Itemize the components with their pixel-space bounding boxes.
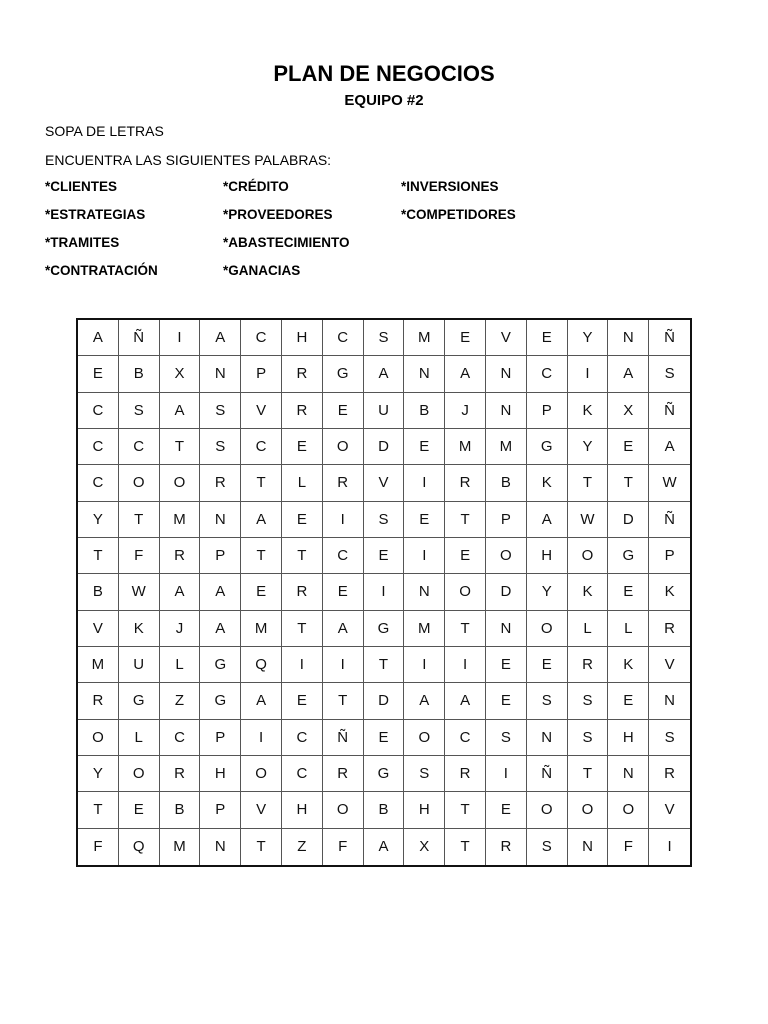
grid-cell: I <box>241 720 282 756</box>
grid-cell: H <box>282 792 323 828</box>
grid-cell: R <box>445 465 486 501</box>
grid-cell: M <box>160 502 201 538</box>
grid-cell: M <box>404 320 445 356</box>
grid-cell: Q <box>241 647 282 683</box>
word-list-item: *INVERSIONES <box>401 179 499 194</box>
grid-cell: N <box>200 829 241 865</box>
grid-cell: G <box>200 683 241 719</box>
grid-cell: T <box>364 647 405 683</box>
grid-cell: O <box>568 538 609 574</box>
grid-cell: C <box>282 756 323 792</box>
grid-cell: L <box>119 720 160 756</box>
grid-cell: E <box>404 429 445 465</box>
grid-cell: D <box>364 683 405 719</box>
grid-cell: K <box>568 574 609 610</box>
grid-cell: G <box>527 429 568 465</box>
grid-cell: L <box>568 611 609 647</box>
grid-cell: O <box>527 611 568 647</box>
grid-cell: N <box>200 502 241 538</box>
grid-cell: T <box>608 465 649 501</box>
grid-cell: P <box>200 538 241 574</box>
grid-cell: X <box>160 356 201 392</box>
instructions: ENCUENTRA LAS SIGUIENTES PALABRAS: <box>45 152 332 168</box>
grid-cell: W <box>119 574 160 610</box>
grid-cell: Z <box>160 683 201 719</box>
grid-cell: I <box>404 465 445 501</box>
grid-cell: E <box>323 574 364 610</box>
grid-cell: I <box>404 647 445 683</box>
grid-cell: C <box>119 429 160 465</box>
word-list-item: *GANACIAS <box>223 263 301 278</box>
grid-cell: K <box>608 647 649 683</box>
grid-cell: O <box>445 574 486 610</box>
grid-cell: H <box>527 538 568 574</box>
grid-cell: C <box>241 320 282 356</box>
grid-cell: O <box>527 792 568 828</box>
grid-cell: A <box>445 356 486 392</box>
grid-cell: O <box>160 465 201 501</box>
grid-cell: T <box>160 429 201 465</box>
grid-cell: T <box>119 502 160 538</box>
activity-label: SOPA DE LETRAS <box>45 123 164 139</box>
grid-cell: Ñ <box>323 720 364 756</box>
grid-cell: O <box>323 429 364 465</box>
grid-cell: I <box>667 838 672 856</box>
grid-cell: A <box>200 574 241 610</box>
grid-cell: P <box>527 393 568 429</box>
grid-cell: E <box>608 683 649 719</box>
grid-cell: I <box>568 356 609 392</box>
grid-cell: T <box>78 792 119 828</box>
grid-cell: E <box>323 393 364 429</box>
grid-cell: Q <box>119 829 160 865</box>
grid-cell: N <box>200 356 241 392</box>
grid-cell: I <box>486 756 527 792</box>
grid-cell: O <box>608 792 649 828</box>
grid-cell: P <box>486 502 527 538</box>
grid-cell: F <box>608 829 649 865</box>
grid-cell: R <box>445 756 486 792</box>
grid-cell: I <box>323 647 364 683</box>
grid-cell: E <box>282 429 323 465</box>
grid-cell: P <box>200 720 241 756</box>
grid-cell: T <box>241 465 282 501</box>
word-list-item: *ESTRATEGIAS <box>45 207 146 222</box>
grid-cell: A <box>200 320 241 356</box>
grid-cell: I <box>323 502 364 538</box>
grid-cell: R <box>282 574 323 610</box>
grid-cell: A <box>241 502 282 538</box>
grid-cell: E <box>486 647 527 683</box>
grid-cell: R <box>323 465 364 501</box>
grid-cell: M <box>445 429 486 465</box>
grid-cell: S <box>568 683 609 719</box>
grid-cell: O <box>78 720 119 756</box>
grid-cell: R <box>323 756 364 792</box>
word-list-item: *ABASTECIMIENTO <box>223 235 350 250</box>
grid-cell: N <box>568 829 609 865</box>
grid-cell: N <box>649 683 690 719</box>
grid-cell: C <box>323 538 364 574</box>
grid-cell: S <box>649 356 690 392</box>
grid-cell: E <box>486 683 527 719</box>
grid-cell: R <box>160 756 201 792</box>
grid-cell: I <box>364 574 405 610</box>
word-list-item: *CONTRATACIÓN <box>45 263 158 278</box>
grid-cell: C <box>445 720 486 756</box>
grid-cell: S <box>649 720 690 756</box>
grid-cell: A <box>160 393 201 429</box>
grid-cell: T <box>282 611 323 647</box>
grid-cell: T <box>445 792 486 828</box>
grid-cell: E <box>527 320 568 356</box>
grid-cell: H <box>608 720 649 756</box>
grid-cell: S <box>527 683 568 719</box>
grid-cell: P <box>649 538 690 574</box>
grid-cell: M <box>404 611 445 647</box>
grid-cell: F <box>78 829 119 865</box>
grid-cell: B <box>78 574 119 610</box>
word-list-item: *PROVEEDORES <box>223 207 333 222</box>
grid-cell: O <box>404 720 445 756</box>
grid-cell: K <box>649 574 690 610</box>
grid-cell: O <box>119 756 160 792</box>
grid-cell: T <box>568 756 609 792</box>
grid-cell: E <box>78 356 119 392</box>
grid-cell: I <box>160 320 201 356</box>
grid-cell: G <box>364 611 405 647</box>
grid-cell: M <box>78 647 119 683</box>
grid-cell: V <box>486 320 527 356</box>
grid-cell: I <box>282 647 323 683</box>
grid-cell: E <box>119 792 160 828</box>
grid-cell: A <box>445 683 486 719</box>
word-list-item <box>401 233 579 261</box>
grid-cell: X <box>608 393 649 429</box>
page-title: PLAN DE NEGOCIOS <box>273 61 495 86</box>
grid-cell: S <box>404 756 445 792</box>
grid-cell: C <box>78 393 119 429</box>
grid-cell: T <box>445 611 486 647</box>
grid-cell: M <box>160 829 201 865</box>
grid-cell: Y <box>78 756 119 792</box>
grid-cell: S <box>200 429 241 465</box>
grid-cell: E <box>486 792 527 828</box>
word-search-grid <box>76 318 692 867</box>
grid-cell: G <box>608 538 649 574</box>
grid-cell: F <box>323 829 364 865</box>
grid-cell: M <box>241 611 282 647</box>
grid-cell: B <box>404 393 445 429</box>
grid-cell: N <box>486 611 527 647</box>
grid-cell: K <box>527 465 568 501</box>
grid-cell: N <box>486 393 527 429</box>
grid-cell: V <box>649 647 690 683</box>
grid-cell: E <box>608 429 649 465</box>
grid-cell: O <box>323 792 364 828</box>
grid-cell: A <box>364 829 405 865</box>
grid-cell: Ñ <box>649 320 690 356</box>
grid-cell: A <box>323 611 364 647</box>
grid-cell: G <box>323 356 364 392</box>
grid-cell: A <box>160 574 201 610</box>
grid-cell: I <box>445 647 486 683</box>
grid-cell: G <box>364 756 405 792</box>
grid-cell: M <box>486 429 527 465</box>
grid-cell: V <box>364 465 405 501</box>
grid-cell: O <box>241 756 282 792</box>
word-list-item: *CLIENTES <box>45 179 118 194</box>
grid-cell: T <box>78 538 119 574</box>
grid-cell: N <box>527 720 568 756</box>
grid-cell: Ñ <box>649 393 690 429</box>
grid-cell: E <box>608 574 649 610</box>
grid-cell: D <box>486 574 527 610</box>
grid-cell: G <box>200 647 241 683</box>
grid-cell: D <box>608 502 649 538</box>
grid-cell: A <box>608 356 649 392</box>
grid-cell: F <box>119 538 160 574</box>
grid-cell: V <box>78 611 119 647</box>
grid-cell: J <box>445 393 486 429</box>
grid-cell: Ñ <box>119 320 160 356</box>
grid-cell: A <box>241 683 282 719</box>
grid-cell: C <box>78 429 119 465</box>
grid-cell: U <box>364 393 405 429</box>
grid-cell: S <box>568 720 609 756</box>
grid-cell: P <box>241 356 282 392</box>
grid-cell: Y <box>568 320 609 356</box>
grid-cell: R <box>568 647 609 683</box>
grid-cell: D <box>364 429 405 465</box>
grid-cell: S <box>486 720 527 756</box>
grid-cell: T <box>568 465 609 501</box>
grid-cell: C <box>323 320 364 356</box>
grid-cell: C <box>282 720 323 756</box>
grid-cell: H <box>282 320 323 356</box>
grid-cell: C <box>78 465 119 501</box>
grid-cell: V <box>241 792 282 828</box>
grid-cell: E <box>282 683 323 719</box>
grid-cell: Y <box>78 502 119 538</box>
page-subtitle: EQUIPO #2 <box>344 92 424 109</box>
grid-cell: Y <box>568 429 609 465</box>
grid-cell: A <box>404 683 445 719</box>
grid-cell: V <box>241 393 282 429</box>
grid-cell: V <box>649 792 690 828</box>
grid-cell: S <box>364 320 405 356</box>
grid-cell: C <box>241 429 282 465</box>
grid-cell: U <box>119 647 160 683</box>
grid-cell: N <box>608 756 649 792</box>
grid-cell: B <box>119 356 160 392</box>
grid-cell: L <box>608 611 649 647</box>
grid-cell: E <box>364 720 405 756</box>
grid-cell: A <box>649 429 690 465</box>
grid-cell: T <box>241 538 282 574</box>
grid-cell: E <box>404 502 445 538</box>
grid-cell: O <box>568 792 609 828</box>
grid-cell: O <box>486 538 527 574</box>
grid-cell: T <box>241 829 282 865</box>
grid-cell: R <box>160 538 201 574</box>
word-list-item <box>401 261 579 289</box>
grid-cell: B <box>486 465 527 501</box>
grid-cell: W <box>568 502 609 538</box>
grid-cell: B <box>364 792 405 828</box>
grid-cell: T <box>323 683 364 719</box>
grid-cell: H <box>200 756 241 792</box>
grid-cell: R <box>649 756 690 792</box>
grid-cell: Ñ <box>527 756 568 792</box>
grid-cell: G <box>119 683 160 719</box>
grid-cell: W <box>649 465 690 501</box>
grid-cell: E <box>445 538 486 574</box>
grid-cell: S <box>200 393 241 429</box>
grid-cell: C <box>527 356 568 392</box>
grid-cell: O <box>119 465 160 501</box>
grid-cell: R <box>282 356 323 392</box>
grid-cell: T <box>445 829 486 865</box>
grid-cell: E <box>364 538 405 574</box>
grid-cell: S <box>119 393 160 429</box>
grid-cell: E <box>445 320 486 356</box>
grid-cell: N <box>404 574 445 610</box>
grid-cell: L <box>160 647 201 683</box>
word-list-item: *CRÉDITO <box>223 179 289 194</box>
grid-cell: X <box>404 829 445 865</box>
grid-cell: E <box>527 647 568 683</box>
grid-cell: R <box>649 611 690 647</box>
grid-cell: S <box>527 829 568 865</box>
grid-cell: R <box>486 829 527 865</box>
grid-cell: S <box>364 502 405 538</box>
grid-cell: T <box>282 538 323 574</box>
grid-cell: N <box>608 320 649 356</box>
grid-cell: P <box>200 792 241 828</box>
grid-cell: R <box>282 393 323 429</box>
grid-cell: E <box>282 502 323 538</box>
grid-cell: A <box>527 502 568 538</box>
grid-cell: L <box>282 465 323 501</box>
grid-cell: N <box>404 356 445 392</box>
grid-cell: A <box>364 356 405 392</box>
grid-cell: Ñ <box>649 502 690 538</box>
grid-cell: R <box>78 683 119 719</box>
grid-cell: J <box>160 611 201 647</box>
grid-cell: A <box>78 320 119 356</box>
grid-cell: Y <box>527 574 568 610</box>
word-list-item: *TRAMITES <box>45 235 120 250</box>
grid-cell: I <box>404 538 445 574</box>
grid-cell: B <box>160 792 201 828</box>
grid-cell: N <box>486 356 527 392</box>
grid-cell: E <box>241 574 282 610</box>
grid-cell: C <box>160 720 201 756</box>
grid-cell: R <box>200 465 241 501</box>
grid-cell: T <box>445 502 486 538</box>
grid-cell: Z <box>282 829 323 865</box>
grid-cell: H <box>404 792 445 828</box>
word-list-item: *COMPETIDORES <box>401 207 516 222</box>
grid-cell: K <box>568 393 609 429</box>
word-list <box>45 177 579 289</box>
grid-cell: K <box>119 611 160 647</box>
grid-cell: A <box>200 611 241 647</box>
